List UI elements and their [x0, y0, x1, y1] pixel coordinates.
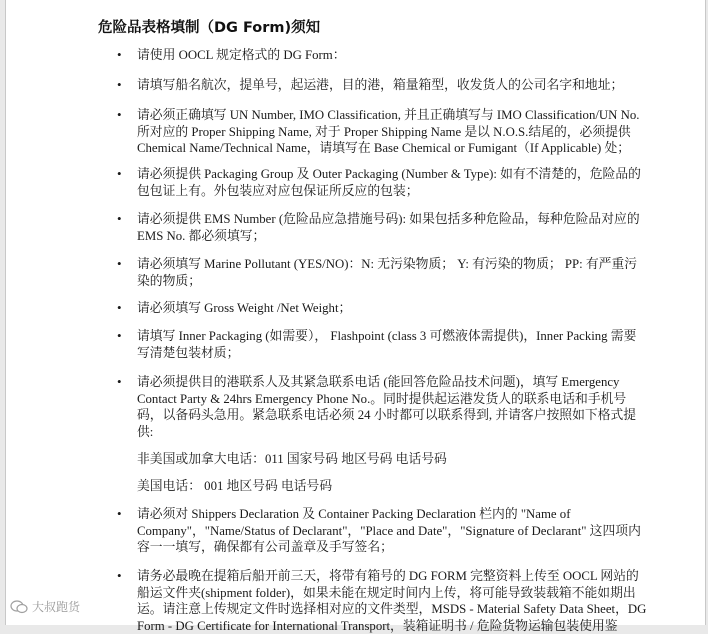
list-item-text: 请填写 Inner Packaging (如需要）， Flashpoint (class 3 可燃液体需提供)，Inner Packing 需要写清楚包装材质； — [137, 329, 637, 360]
list-item-text: 请必须对 Shippers Declaration 及 Container Packing Declaration 栏内的 "Name of Company"，"Name/Status of Declarant"，"Place and Date"，"Signature of Declarant" 这四项内容一一填写，确保都有公司盖章及手写签名； — [137, 507, 641, 554]
bullet-icon: • — [117, 211, 122, 226]
list-item-text: 请必须填写 Marine Pollutant (YES/NO)：N: 无污染物质； Y: 有污染的物质； PP: 有严重污染的物质； — [137, 257, 638, 288]
list-item-text: 请填写船名航次，提单号，起运港，目的港，箱量箱型，收发货人的公司名字和地址； — [137, 78, 624, 92]
page-title: 危险品表格填制（DG Form)须知 — [98, 20, 321, 36]
wechat-icon — [10, 600, 28, 614]
watermark-text: 大叔跑货 — [32, 600, 81, 614]
bullet-icon: • — [117, 107, 122, 122]
bullet-icon: • — [117, 256, 122, 271]
list-item-text: 请必须提供目的港联系人及其紧急联系电话 (能回答危险品技术问题)，填写 Emergency Contact Party & 24hrs Emergency Phone No.。同时提供起运港发货人的联系电话和手机号码，以备码头急用。紧急联系电话必须 24 小时都可以联系得到, 并请客户按照如下格式提供: — [137, 375, 637, 439]
watermark — [10, 598, 80, 615]
bullet-icon: • — [117, 568, 122, 583]
bullet-icon: • — [117, 77, 122, 92]
bullet-icon: • — [117, 328, 122, 343]
bullet-icon: • — [117, 374, 122, 389]
list-item-text: 请务必最晚在提箱后船开前三天，将带有箱号的 DG FORM 完整资料上传至 OOCL 网站的船运文件夹(shipment folder)，如果未能在规定时间内上传，将可能导致装载箱不能如期出运。请注意上传规定文件时选择相对应的文件类型，MSDS - Material Safety Data Sheet，DG Form - DG Certificate for International Transport，装箱证明书 / 危险货物运输包装使用鉴 — [137, 569, 647, 633]
bullet-icon: • — [117, 47, 122, 62]
list-item-text: 请必须正确填写 UN Number, IMO Classification, 并且正确填写与 IMO Classification/UN No. 所对应的 Proper Shipping Name, 对于 Proper Shipping Name 是以 N.O.S.结尾的，必须提供 Chemical Name/Technical Name，请填写在 Base Chemical or Fumigant（If Applicable) 处； — [137, 108, 640, 155]
document-page — [5, 0, 706, 633]
list-item-text: 请使用 OOCL 规定格式的 DG Form： — [137, 48, 346, 62]
phone-format-us: 美国电话： 001 地区号码 电话号码 — [137, 479, 333, 493]
bullet-icon: • — [117, 300, 122, 315]
list-item-text: 请必须提供 Packaging Group 及 Outer Packaging (Number & Type): 如有不清楚的，危险品的包包证上有。外包装应对应包保证所反应的包装； — [137, 167, 641, 198]
bullet-icon: • — [117, 166, 122, 181]
bullet-icon: • — [117, 506, 122, 521]
list-item-text: 请必须提供 EMS Number (危险品应急措施号码): 如果包括多种危险品，每种危险品对应的 EMS No. 都必须填写； — [137, 212, 640, 243]
list-item-text: 请必须填写 Gross Weight /Net Weight； — [137, 301, 352, 315]
phone-format-non-us: 非美国或加拿大电话：011 国家号码 地区号码 电话号码 — [137, 452, 447, 466]
